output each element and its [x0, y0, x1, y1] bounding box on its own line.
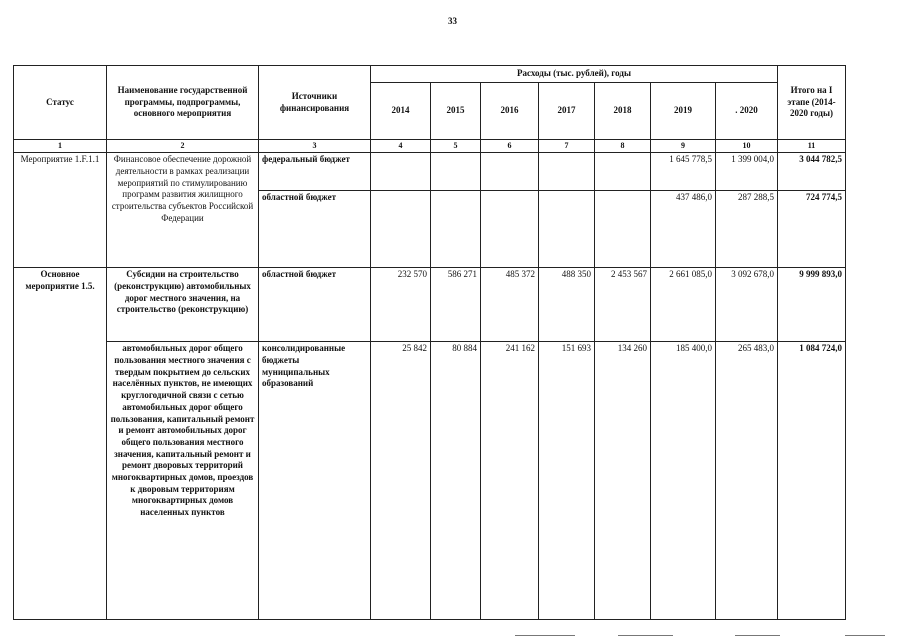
scan-mark — [515, 635, 575, 636]
header-total: Итого на I этапе (2014-2020 годы) — [778, 66, 846, 140]
header-year: 2015 — [431, 83, 481, 140]
column-number: 2 — [107, 140, 259, 153]
value-cell: 241 162 — [481, 342, 539, 620]
status-cell: Мероприятие 1.F.1.1 — [14, 153, 107, 268]
total-cell: 9 999 893,0 — [778, 268, 846, 342]
value-cell: 488 350 — [539, 268, 595, 342]
column-number: 6 — [481, 140, 539, 153]
value-cell — [481, 153, 539, 191]
scan-edge-marks — [0, 634, 905, 636]
column-number: 4 — [371, 140, 431, 153]
value-cell — [371, 191, 431, 268]
source-cell: федеральный бюджет — [259, 153, 371, 191]
value-cell: 265 483,0 — [716, 342, 778, 620]
value-cell: 3 092 678,0 — [716, 268, 778, 342]
page-number: 33 — [448, 16, 457, 26]
value-cell: 586 271 — [431, 268, 481, 342]
table-row — [14, 342, 846, 620]
value-cell — [431, 153, 481, 191]
value-cell — [371, 153, 431, 191]
total-cell: 1 084 724,0 — [778, 342, 846, 620]
table-row — [14, 268, 846, 342]
table-row — [14, 153, 846, 191]
status-cell: Основное мероприятие 1.5. — [14, 268, 107, 620]
source-cell: областной бюджет — [259, 268, 371, 342]
header-sources: Источники финансирования — [259, 66, 371, 140]
value-cell: 287 288,5 — [716, 191, 778, 268]
source-cell: областной бюджет — [259, 191, 371, 268]
value-cell: 134 260 — [595, 342, 651, 620]
total-cell: 724 774,5 — [778, 191, 846, 268]
value-cell — [431, 191, 481, 268]
value-cell — [595, 153, 651, 191]
header-year: 2014 — [371, 83, 431, 140]
source-cell: консолидированные бюджеты муниципальных образований — [259, 342, 371, 620]
column-number: 7 — [539, 140, 595, 153]
value-cell — [595, 191, 651, 268]
value-cell: 2 661 085,0 — [651, 268, 716, 342]
value-cell: 151 693 — [539, 342, 595, 620]
budget-table — [13, 65, 846, 620]
column-number: 10 — [716, 140, 778, 153]
column-numbers-row — [14, 140, 846, 153]
value-cell: 1 645 778,5 — [651, 153, 716, 191]
name-cell: Субсидии на строительство (реконструкцию) автомобильных дорог местного значения, на строительство (реконструкцию) — [107, 268, 259, 342]
header-row — [14, 66, 846, 83]
value-cell: 1 399 004,0 — [716, 153, 778, 191]
value-cell: 485 372 — [481, 268, 539, 342]
column-number: 5 — [431, 140, 481, 153]
column-number: 8 — [595, 140, 651, 153]
value-cell: 25 842 — [371, 342, 431, 620]
value-cell — [539, 153, 595, 191]
scan-mark — [735, 635, 780, 636]
column-number: 11 — [778, 140, 846, 153]
value-cell: 437 486,0 — [651, 191, 716, 268]
header-expenses: Расходы (тыс. рублей), годы — [371, 66, 778, 83]
scan-mark — [845, 635, 885, 636]
column-number: 9 — [651, 140, 716, 153]
header-year: 2016 — [481, 83, 539, 140]
column-number: 1 — [14, 140, 107, 153]
header-year: 2019 — [651, 83, 716, 140]
scan-mark — [618, 635, 673, 636]
column-number: 3 — [259, 140, 371, 153]
header-year: . 2020 — [716, 83, 778, 140]
header-year: 2018 — [595, 83, 651, 140]
header-status: Статус — [14, 66, 107, 140]
value-cell: 2 453 567 — [595, 268, 651, 342]
name-cell: автомобильных дорог общего пользования местного значения с твердым покрытием до сельских населённых пунктов, не имеющих круглогодичной связи с сетью автомобильных дорог общего пользования, капитальный ремонт и ремонт автомобильных дорог общего пользования местного значения, капитальный ремонт и ремонт дворовых территорий многоквартирных домов, проездов к дворовым территориям многоквартирных домов населенных пунктов — [107, 342, 259, 620]
value-cell: 80 884 — [431, 342, 481, 620]
header-name: Наименование государственной программы, подпрограммы, основного мероприятия — [107, 66, 259, 140]
value-cell — [539, 191, 595, 268]
value-cell: 232 570 — [371, 268, 431, 342]
value-cell — [481, 191, 539, 268]
total-cell: 3 044 782,5 — [778, 153, 846, 191]
name-cell: Финансовое обеспечение дорожной деятельности в рамках реализации мероприятий по стимулированию программ развития жилищного строительства субъектов Российской Федерации — [107, 153, 259, 268]
value-cell: 185 400,0 — [651, 342, 716, 620]
header-year: 2017 — [539, 83, 595, 140]
